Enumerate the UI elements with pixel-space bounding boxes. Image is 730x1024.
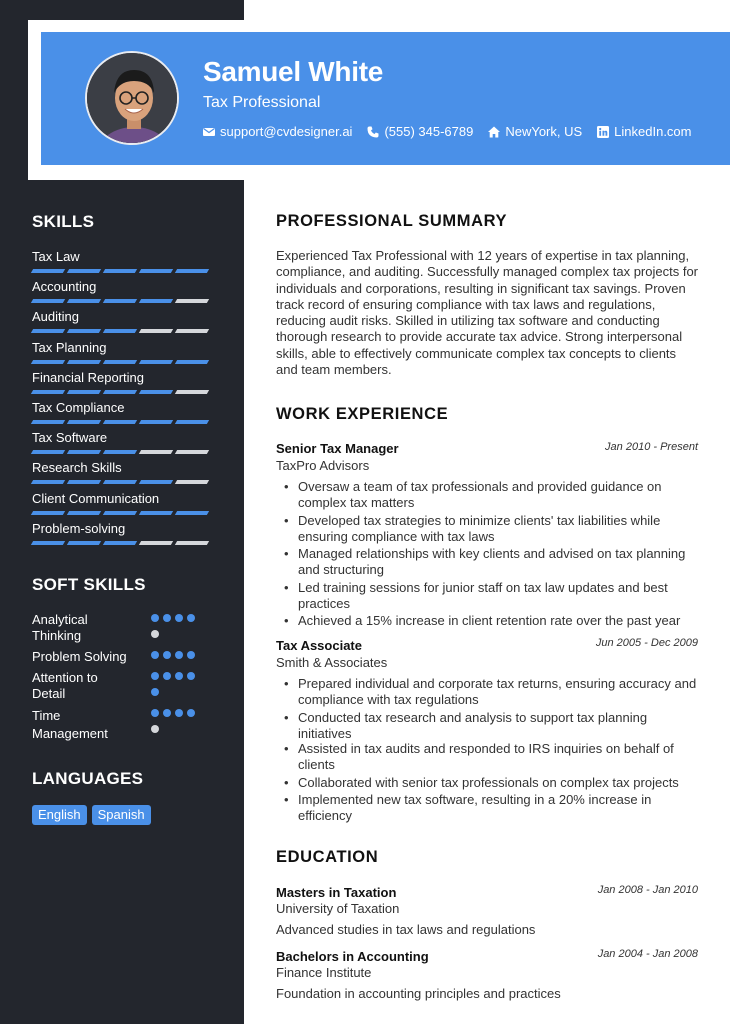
skill-rating-bars: [32, 541, 212, 545]
skill-bar-filled: [103, 480, 137, 484]
skill-bar-filled: [31, 360, 65, 364]
contact-email-text: support@cvdesigner.ai: [220, 124, 353, 139]
rating-dot-filled: [163, 651, 171, 659]
skill-name: Client Communication: [32, 490, 160, 506]
skill-bar-empty: [175, 480, 209, 484]
job-bullet: • Led training sessions for junior staff on tax law updates and best practices: [298, 580, 700, 613]
summary-heading: PROFESSIONAL SUMMARY: [276, 212, 508, 230]
skill-bar-filled: [139, 360, 173, 364]
skill-bar-empty: [139, 450, 173, 454]
home-icon: [488, 126, 500, 138]
skill-bar-filled: [103, 360, 137, 364]
skill-bar-filled: [139, 420, 173, 424]
summary-text: Experienced Tax Professional with 12 years of expertise in tax planning, compliance, and auditing. Successfully managed complex tax projects for individuals and corporations, resulting in significant tax savings. Proven track record of ensuring compliance with tax laws and regulations, reducing audit risks. Skilled in utilizing tax software and conducting thorough research to provide accurate tax advice. Strong interpersonal skills, able to effectively communicate complex tax concepts to clients and team members.: [276, 248, 698, 378]
skill-bar-filled: [31, 541, 65, 545]
skill-bar-filled: [103, 390, 137, 394]
job-title: Senior Tax Manager: [276, 441, 399, 456]
education-school: Finance Institute: [276, 965, 372, 980]
skill-name: Tax Planning: [32, 339, 107, 355]
skill-bar-filled: [67, 390, 101, 394]
skill-bar-filled: [103, 450, 137, 454]
skill-bar-empty: [175, 541, 209, 545]
skill-rating-bars: [32, 420, 212, 424]
skill-bar-filled: [31, 420, 65, 424]
rating-dot-filled: [187, 614, 195, 622]
job-bullets: [298, 741, 700, 825]
contact-linkedin[interactable]: [597, 124, 691, 139]
skill-name: Problem-solving: [32, 520, 126, 536]
skill-rating-bars: [32, 480, 212, 484]
rating-dot-filled: [151, 651, 159, 659]
skill-name: Research Skills: [32, 460, 122, 476]
skill-bar-filled: [103, 269, 137, 273]
skill-name: Auditing: [32, 309, 79, 325]
rating-dot-filled: [175, 672, 183, 680]
job-bullets: [298, 676, 700, 743]
job-date: Jan 2010 - Present: [605, 441, 698, 453]
rating-dot-filled: [187, 709, 195, 717]
skill-item: [32, 370, 212, 400]
job-bullets: [298, 479, 700, 631]
skill-bar-filled: [103, 420, 137, 424]
skill-name: Accounting: [32, 279, 97, 295]
job-company: TaxPro Advisors: [276, 458, 370, 473]
rating-dot-filled: [187, 651, 195, 659]
job-date: Jun 2005 - Dec 2009: [595, 637, 698, 649]
skill-bar-empty: [175, 329, 209, 333]
skill-bar-filled: [175, 360, 209, 364]
soft-skill-name: Attention to Detail: [32, 670, 98, 701]
education-degree: Masters in Taxation: [276, 885, 397, 900]
education-description: Foundation in accounting principles and practices: [276, 986, 561, 1001]
education-heading: EDUCATION: [276, 848, 379, 866]
skill-bar-filled: [103, 299, 137, 303]
skill-bar-filled: [67, 450, 101, 454]
avatar: [85, 51, 179, 145]
skill-bar-filled: [175, 269, 209, 273]
skill-item: [32, 491, 212, 521]
skill-item: [32, 279, 212, 309]
skill-bar-filled: [139, 480, 173, 484]
rating-dot-empty: [151, 630, 159, 638]
language-tag: Spanish: [92, 805, 151, 825]
skill-bar-filled: [31, 269, 65, 273]
rating-dot-filled: [151, 709, 159, 717]
phone-icon: [367, 126, 379, 138]
contact-location[interactable]: [488, 124, 582, 139]
candidate-name: Samuel White: [203, 56, 383, 87]
skill-bar-filled: [139, 511, 173, 515]
skill-rating-bars: [32, 329, 212, 333]
skill-bar-filled: [67, 511, 101, 515]
skill-name: Tax Compliance: [32, 399, 125, 415]
skill-bar-filled: [103, 541, 137, 545]
skill-bar-filled: [139, 269, 173, 273]
skill-bar-empty: [175, 299, 209, 303]
job-bullet: • Implemented new tax software, resulting in a 20% increase in efficiency: [298, 792, 700, 825]
rating-dot-filled: [187, 672, 195, 680]
soft-skill-name: Time Management: [32, 708, 108, 741]
rating-dot-filled: [175, 651, 183, 659]
skill-bar-filled: [67, 360, 101, 364]
skill-bar-filled: [103, 511, 137, 515]
job-bullet: • Achieved a 15% increase in client retention rate over the past year: [298, 613, 700, 629]
skill-item: [32, 460, 212, 490]
profile-photo: [87, 53, 179, 145]
soft-skill-name: Analytical Thinking: [32, 612, 88, 643]
skill-bar-filled: [31, 390, 65, 394]
rating-dot-filled: [175, 709, 183, 717]
education-degree: Bachelors in Accounting: [276, 949, 429, 964]
contact-linkedin-text: LinkedIn.com: [614, 124, 692, 139]
rating-dot-filled: [175, 614, 183, 622]
job-bullet: • Conducted tax research and analysis to support tax planning initiatives: [298, 710, 700, 743]
skill-rating-bars: [32, 390, 212, 394]
contact-list: [203, 124, 707, 139]
rating-dot-filled: [163, 672, 171, 680]
header: [41, 32, 730, 165]
language-tag: English: [32, 805, 87, 825]
skill-bar-filled: [31, 450, 65, 454]
skill-bar-filled: [103, 329, 137, 333]
skill-bar-empty: [175, 450, 209, 454]
skill-bar-filled: [31, 511, 65, 515]
job-company: Smith & Associates: [276, 655, 388, 670]
skill-bar-filled: [67, 480, 101, 484]
skill-item: [32, 430, 212, 460]
skill-bar-empty: [175, 390, 209, 394]
job-bullet: • Managed relationships with key clients and advised on tax planning and structuring: [298, 546, 700, 579]
rating-dot-empty: [151, 725, 159, 733]
skill-bar-filled: [175, 511, 209, 515]
skill-bar-filled: [31, 480, 65, 484]
job-bullet: • Assisted in tax audits and responded to IRS inquiries on behalf of clients: [298, 741, 700, 774]
rating-dot-filled: [163, 614, 171, 622]
contact-location-text: NewYork, US: [505, 124, 583, 139]
skill-bar-filled: [175, 420, 209, 424]
job-bullet: • Collaborated with senior tax professionals on complex tax projects: [298, 775, 700, 791]
skill-bar-filled: [67, 329, 101, 333]
skill-bar-empty: [139, 329, 173, 333]
skill-item: [32, 249, 212, 279]
rating-dot-filled: [151, 614, 159, 622]
language-list: [32, 805, 156, 825]
contact-phone[interactable]: [367, 124, 473, 139]
job-title: Tax Associate: [276, 638, 362, 653]
skill-rating-bars: [32, 450, 212, 454]
job-bullet: • Prepared individual and corporate tax returns, ensuring accuracy and compliance with tax regulations: [298, 676, 700, 709]
soft-skills-heading: SOFT SKILLS: [32, 575, 146, 594]
rating-dot-filled: [151, 672, 159, 680]
contact-phone-text: (555) 345-6789: [384, 124, 474, 139]
skills-heading: SKILLS: [32, 212, 95, 231]
skill-bar-filled: [67, 269, 101, 273]
rating-dot-filled: [163, 709, 171, 717]
soft-skill-name: Problem Solving: [32, 649, 127, 664]
skill-bar-filled: [139, 299, 173, 303]
skill-item: [32, 400, 212, 430]
skill-item: [32, 340, 212, 370]
education-date: Jan 2008 - Jan 2010: [597, 884, 698, 896]
skill-bar-empty: [139, 541, 173, 545]
job-bullet: • Developed tax strategies to minimize clients' tax liabilities while ensuring compliance with tax laws: [298, 513, 700, 546]
education-description: Advanced studies in tax laws and regulations: [276, 922, 536, 937]
education-school: University of Taxation: [276, 901, 400, 916]
skill-item: [32, 521, 212, 551]
education-date: Jan 2004 - Jan 2008: [597, 948, 698, 960]
job-bullet: • Oversaw a team of tax professionals and provided guidance on complex tax matters: [298, 479, 700, 512]
skill-bar-filled: [67, 420, 101, 424]
skill-rating-bars: [32, 511, 212, 515]
envelope-icon: [203, 126, 215, 138]
skill-bar-filled: [139, 390, 173, 394]
skill-name: Tax Software: [32, 430, 108, 446]
skill-rating-bars: [32, 299, 212, 303]
skill-bar-filled: [67, 299, 101, 303]
skill-name: Financial Reporting: [32, 369, 145, 385]
skill-item: [32, 309, 212, 339]
skill-rating-bars: [32, 269, 212, 273]
skills-list: [32, 249, 212, 551]
skill-bar-filled: [31, 329, 65, 333]
rating-dot-filled: [151, 688, 159, 696]
contact-email[interactable]: [203, 124, 352, 139]
skill-bar-filled: [67, 541, 101, 545]
linkedin-icon: [597, 126, 609, 138]
skill-rating-bars: [32, 360, 212, 364]
languages-heading: LANGUAGES: [32, 769, 144, 788]
skill-bar-filled: [31, 299, 65, 303]
experience-heading: WORK EXPERIENCE: [276, 405, 449, 423]
candidate-role: Tax Professional: [203, 94, 321, 111]
skill-name: Tax Law: [32, 249, 80, 264]
